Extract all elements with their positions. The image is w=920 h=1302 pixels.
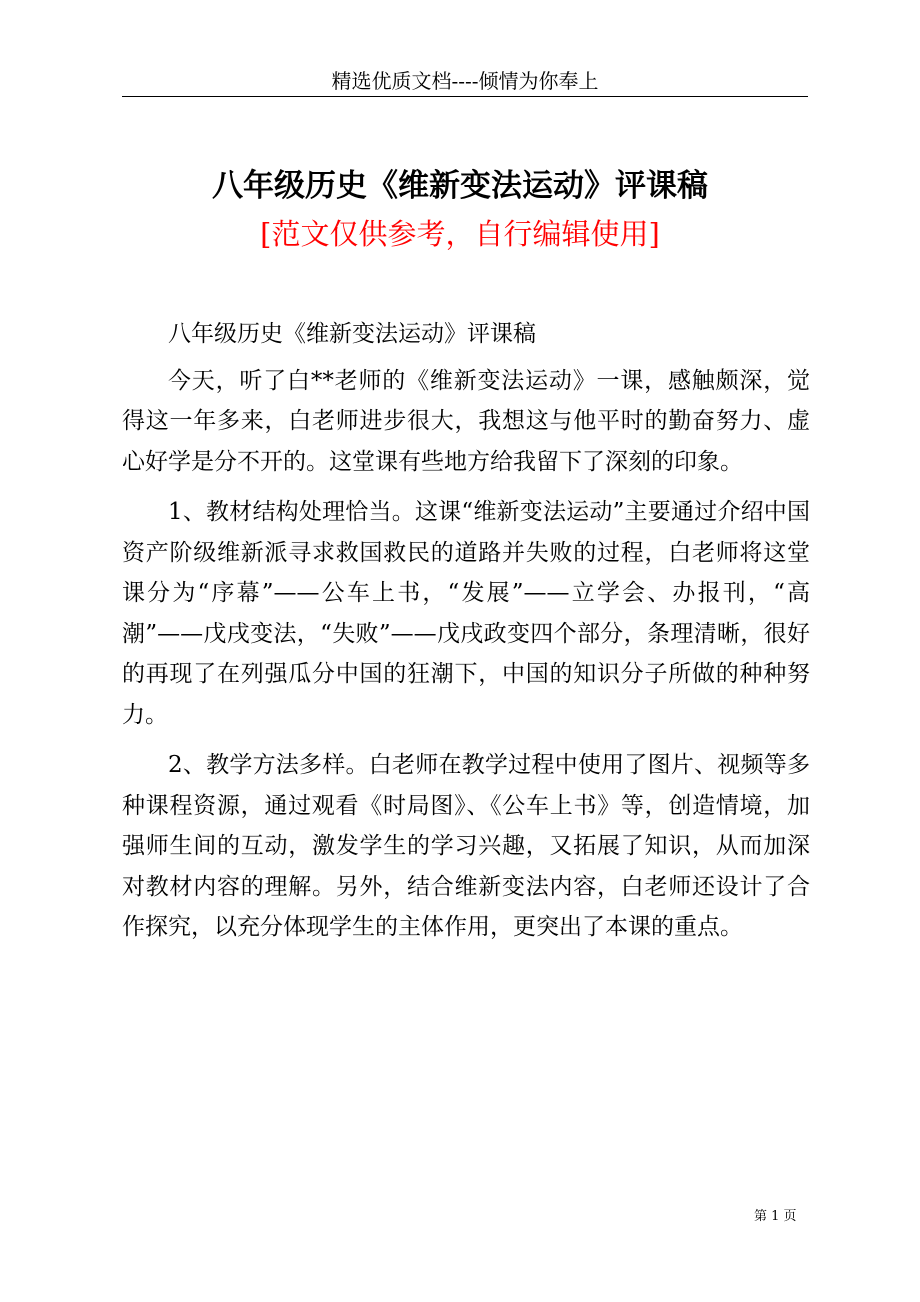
document-title: 八年级历史《维新变法运动》评课稿 bbox=[212, 168, 708, 204]
header-divider bbox=[122, 96, 808, 97]
paragraph-intro: 今天，听了白**老师的《维新变法运动》一课，感触颇深，觉得这一年多来，白老师进步很大，我想这与他平时的勤奋努力、虚心好学是分不开的。这堂课有些地方给我留下了深刻的印象。 bbox=[122, 367, 810, 475]
page-number: 第 1 页 bbox=[754, 1209, 797, 1224]
paragraph-heading: 八年级历史《维新变法运动》评课稿 bbox=[168, 321, 536, 347]
paragraph-point-2: 2、教学方法多样。白老师在教学过程中使用了图片、视频等多种课程资源，通过观看《时局图》、《公车上书》等，创造情境，加强师生间的互动，激发学生的学习兴趣，又拓展了知识，从而加深对教材内容的理解。另外，结合维新变法内容，白老师还设计了合作探究，以充分体现学生的主体作用，更突出了本课的重点。 bbox=[122, 752, 810, 940]
document-body bbox=[122, 314, 810, 948]
document-subtitle: [范文仅供参考，自行编辑使用] bbox=[260, 217, 660, 251]
paragraph-point-1: 1、教材结构处理恰当。这课“维新变法运动”主要通过介绍中国资产阶级维新派寻求救国救民的道路并失败的过程，白老师将这堂课分为“序幕”——公车上书，“发展”——立学会、办报刊，“高潮”——戊戌变法，“失败”——戊戌政变四个部分，条理清晰，很好的再现了在列强瓜分中国的狂潮下，中国的知识分子所做的种种努力。 bbox=[122, 499, 810, 728]
page-header: 精选优质文档----倾情为你奉上 bbox=[331, 69, 599, 93]
